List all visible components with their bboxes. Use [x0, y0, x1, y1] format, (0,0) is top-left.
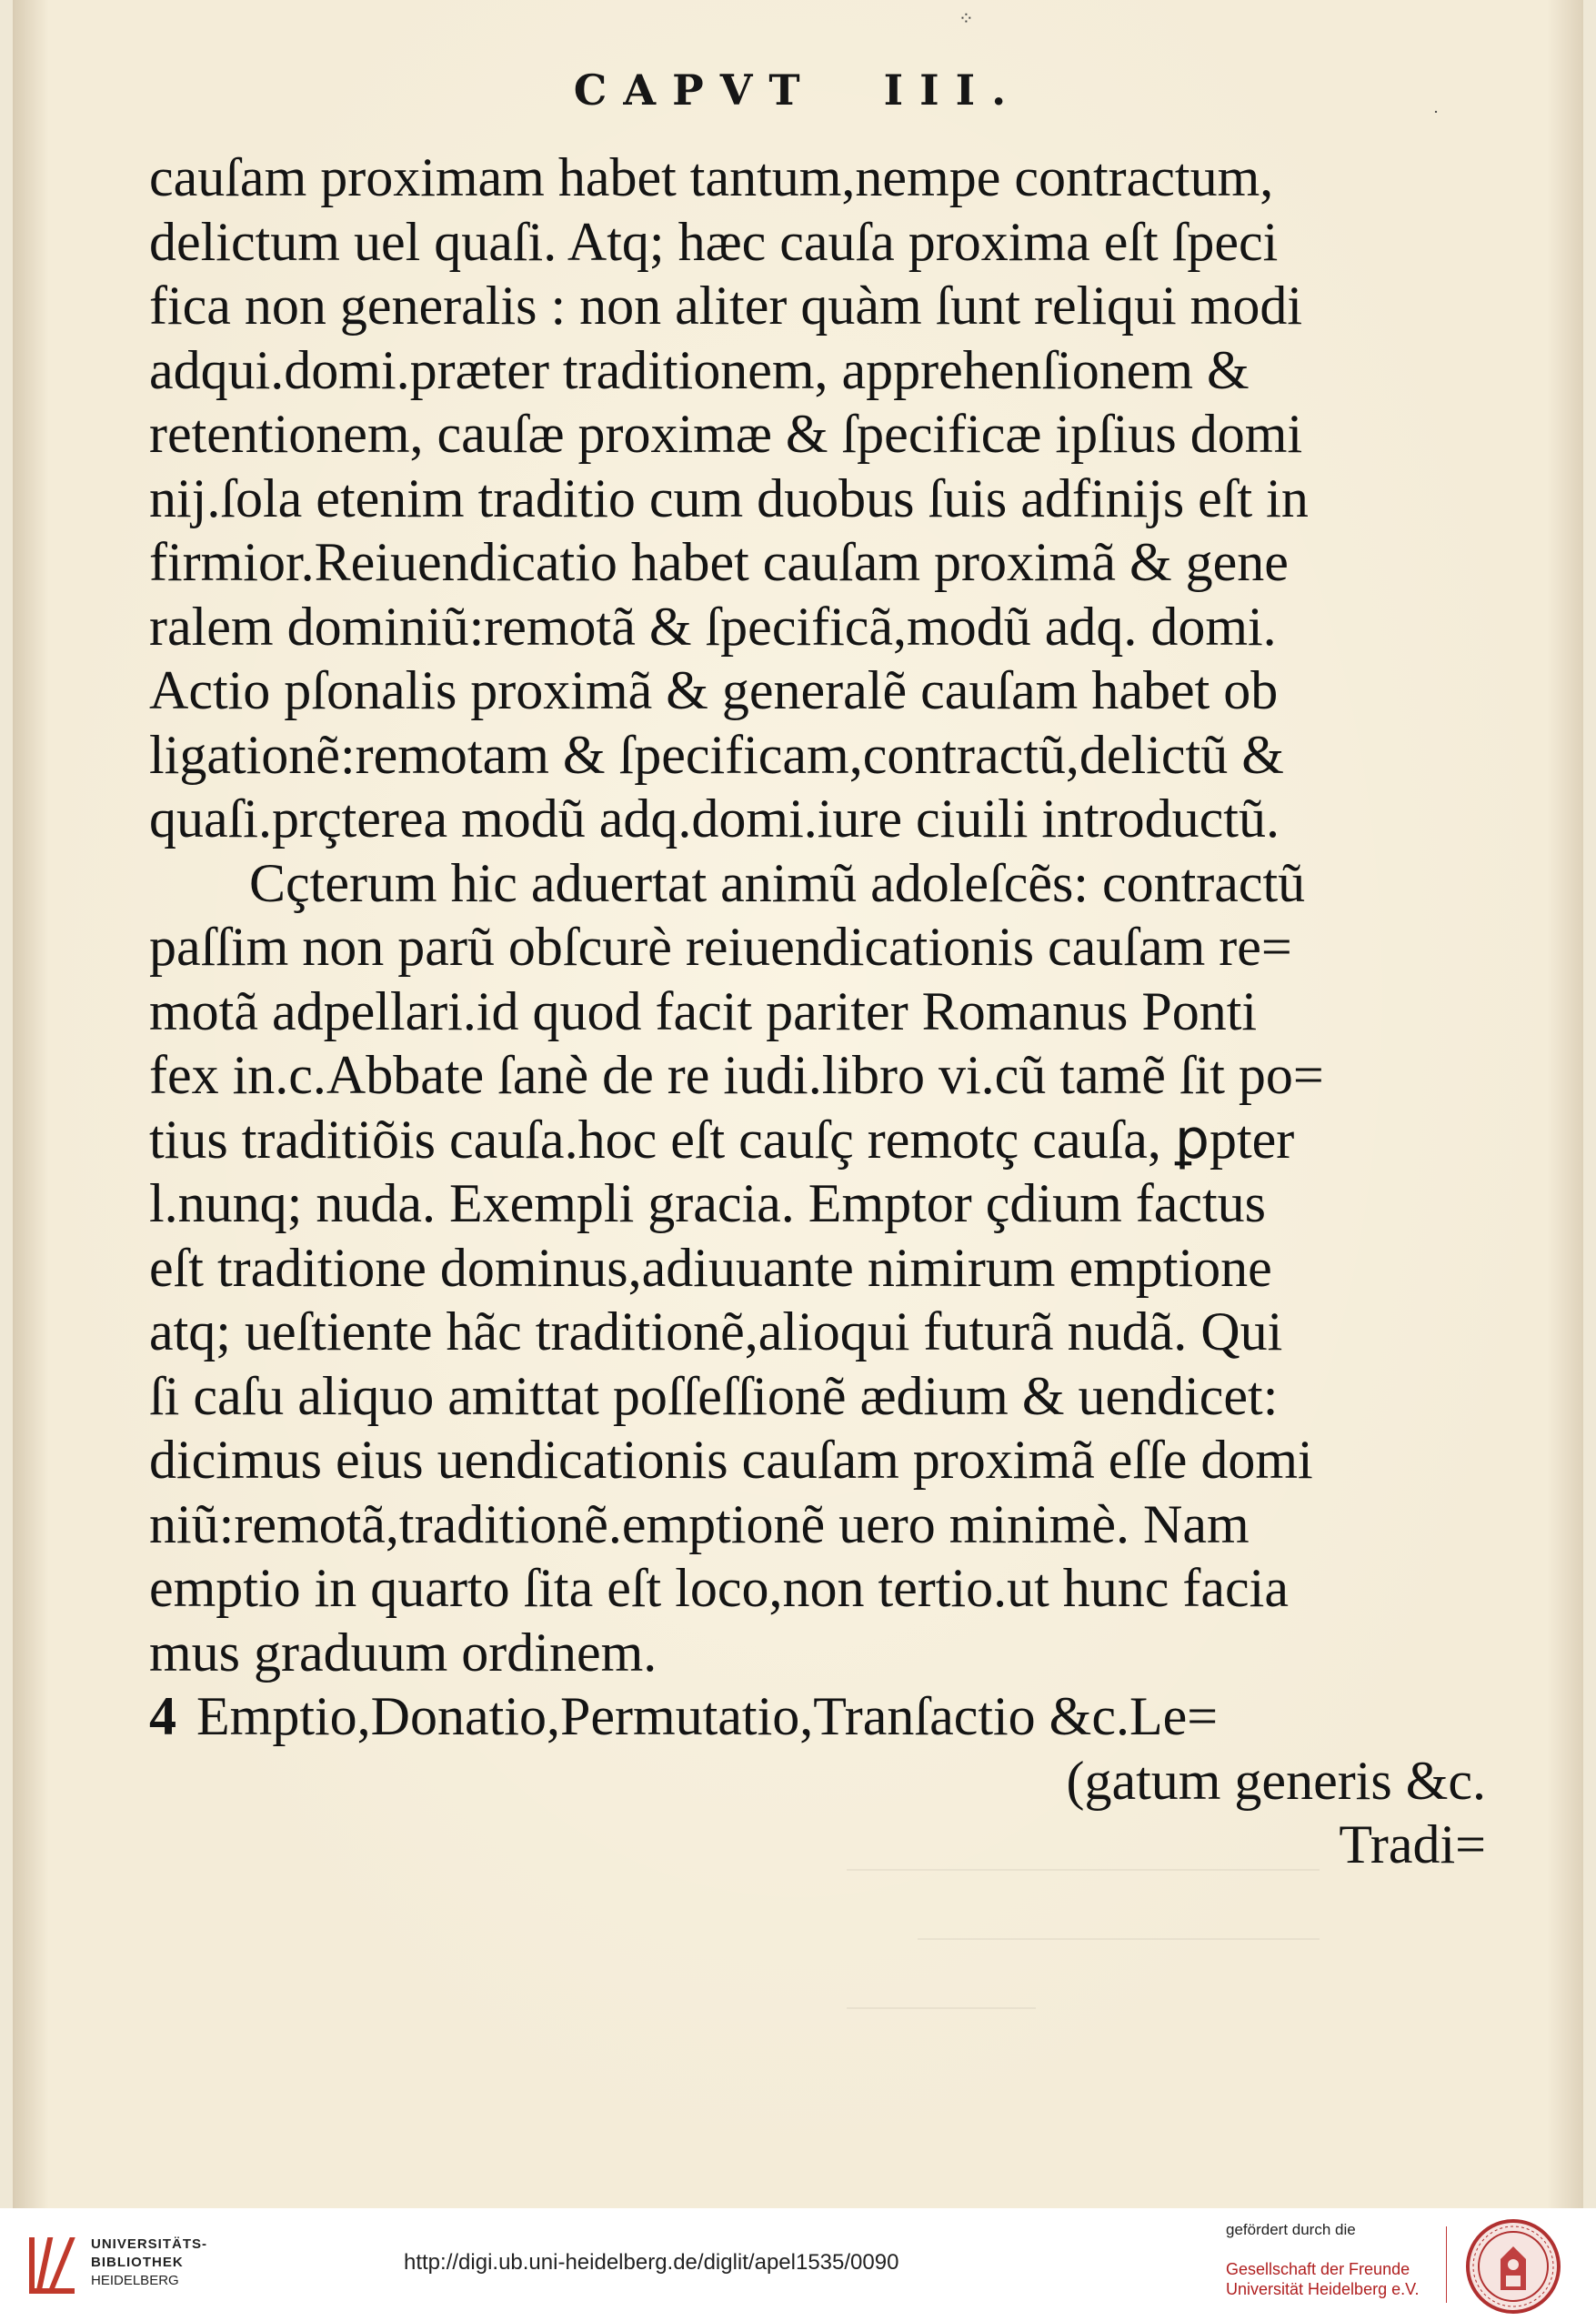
text-line: ſi caſu aliquo amittat poſſeſſionẽ ædium & uendicet: [149, 1365, 1279, 1426]
text-line: quaſi.prçterea modũ adq.domi.iure ciuili introductũ. [149, 789, 1280, 849]
running-head-title: CAPVT [573, 65, 817, 115]
library-name-line: BIBLIOTHEK [91, 2255, 184, 2270]
page-edge-shadow-left [13, 0, 49, 2208]
text-line: Cçterum hic aduertat animũ adoleſcẽs: contractũ [249, 852, 1306, 913]
continuation-line: (gatum generis &c. [1066, 1750, 1486, 1811]
text-line: l.nunq; nuda. Exempli gracia. Emptor çdium factus [149, 1173, 1267, 1233]
running-head [13, 65, 1583, 115]
footer-divider [1446, 2226, 1447, 2303]
sponsor-name-line: Gesellschaft der Freunde [1226, 2260, 1410, 2278]
text-line: nij.ſola etenim traditio cum duobus ſuis adfinijs eſt in [149, 467, 1309, 528]
sponsor-lead: gefördert durch die [1226, 2221, 1356, 2238]
text-line: adqui.domi.præter traditionem, apprehenſionem & [149, 339, 1250, 400]
catchword: Tradi= [1339, 1814, 1486, 1874]
marker-line-text: Emptio,Donatio,Permutatio,Tranſactio &c.Le= [196, 1686, 1219, 1746]
text-line: motã adpellari.id quod facit pariter Romanus Ponti [149, 980, 1258, 1041]
text-line: fex in.c.Abbate ſanè de re iudi.libro vi.cũ tamẽ ſit po= [149, 1045, 1324, 1105]
text-line: atq; ueſtiente hãc traditionẽ,alioqui futurã nudã. Qui [149, 1301, 1283, 1361]
text-line: tius traditiõis cauſa.hoc eſt cauſç remotç cauſa, ꝑpter [149, 1109, 1295, 1170]
library-name-line: HEIDELBERG [91, 2273, 179, 2288]
text-line: ligationẽ:remotam & ſpecificam,contractũ,delictũ & [149, 724, 1284, 785]
permalink-url[interactable]: http://digi.ub.uni-heidelberg.de/diglit/apel1535/0090 [404, 2250, 899, 2275]
text-line: fica non generalis : non aliter quàm ſunt reliqui modi [149, 276, 1302, 336]
show-through-text [847, 1814, 1320, 2009]
text-line: delictum uel quaſi. Atq; hæc cauſa proxima eſt ſpeci [149, 211, 1279, 272]
ink-fleck: ˙ [1431, 107, 1440, 129]
library-name [91, 2236, 207, 2290]
ink-fleck: ⁘ [959, 7, 974, 29]
ub-logo-icon[interactable] [27, 2230, 80, 2297]
text-line: eſt traditione dominus,adiuuante nimirum emptione [149, 1237, 1272, 1298]
text-line: Actio pſonalis proximã & generalẽ cauſam habet ob [149, 660, 1279, 720]
body-text [149, 146, 1486, 1877]
running-head-number: III. [883, 65, 1023, 115]
book-page [13, 0, 1583, 2208]
text-line: ralem dominiũ:remotã & ſpecificã,modũ adq. domi. [149, 596, 1277, 657]
marker-line [149, 1684, 1486, 1749]
page-edge-shadow-right [1547, 0, 1583, 2208]
sponsor-name-line: Universität Heidelberg e.V. [1226, 2280, 1420, 2298]
university-seal-icon[interactable] [1464, 2217, 1562, 2316]
text-line: emptio in quarto ſita eſt loco,non tertio.ut hunc facia [149, 1558, 1289, 1618]
text-line: niũ:remotã,traditionẽ.emptionẽ uero minimè. Nam [149, 1493, 1250, 1554]
text-line: paſſim non parũ obſcurè reiuendicationis cauſam re= [149, 917, 1292, 977]
text-line: mus graduum ordinem. [149, 1622, 657, 1683]
text-line: dicimus eius uendicationis cauſam proximã eſſe domi [149, 1430, 1313, 1490]
text-line: retentionem, cauſæ proximæ & ſpecificæ ipſius domi [149, 404, 1303, 464]
text-line: firmior.Reiuendicatio habet cauſam proximã & gene [149, 532, 1289, 592]
library-name-line: UNIVERSITÄTS- [91, 2236, 208, 2252]
text-line: cauſam proximam habet tantum,nempe contractum, [149, 147, 1274, 207]
footer-bar [0, 2208, 1596, 2321]
line-marker: 4 [149, 1686, 176, 1746]
